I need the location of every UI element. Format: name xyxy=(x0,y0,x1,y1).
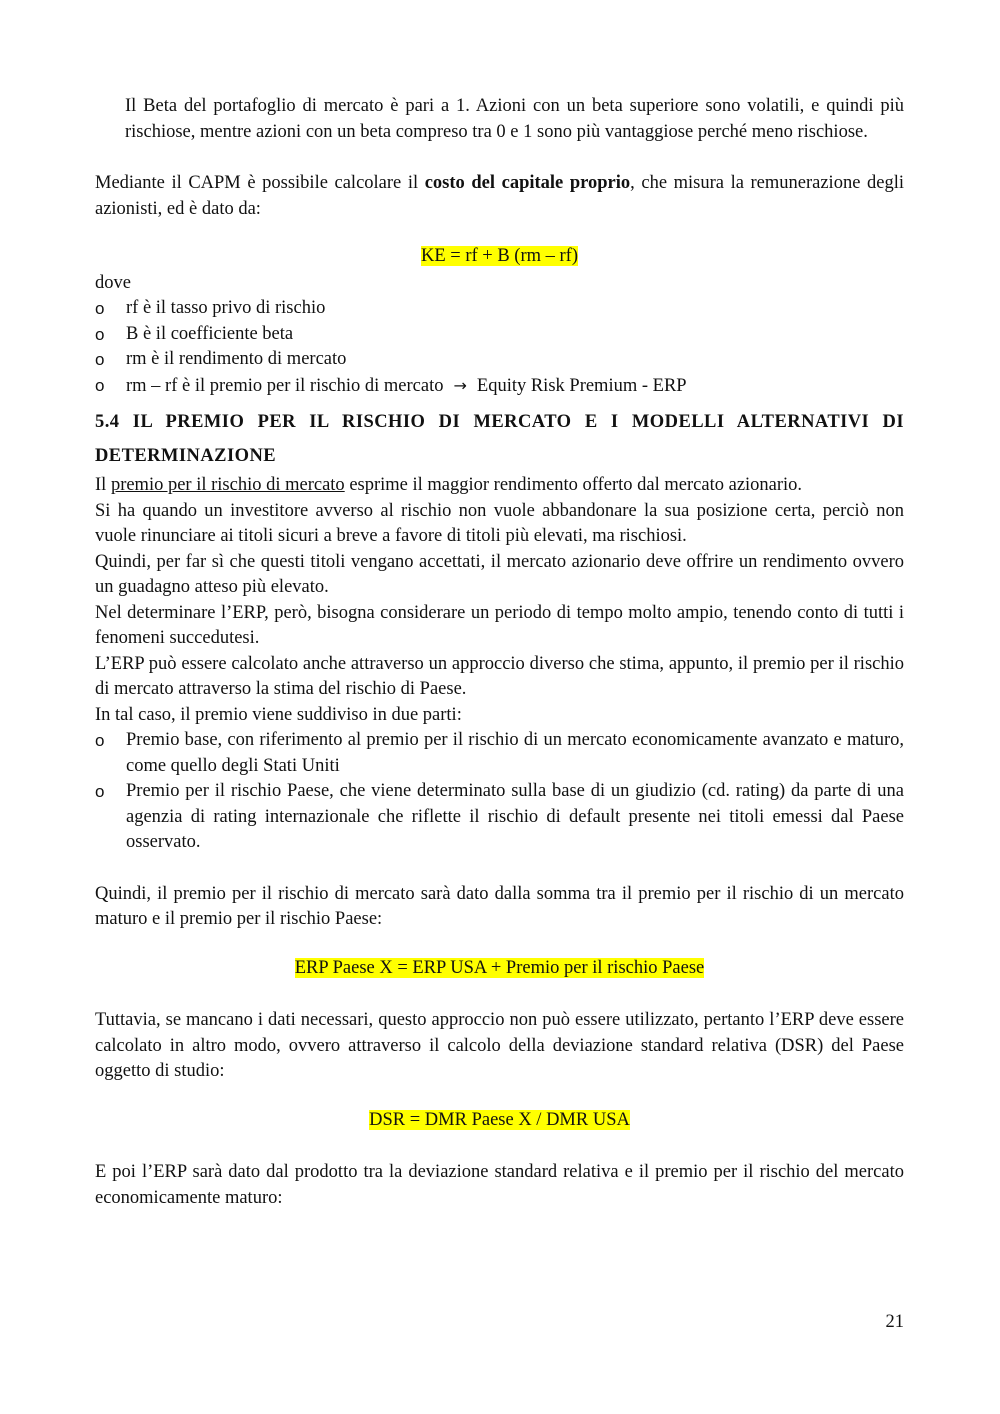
paragraph: E poi l’ERP sarà dato dal prodotto tra la deviazione standard relativa e il premio per il rischio del mercato economicamente maturo: xyxy=(95,1162,904,1208)
list-item: o Premio base, con riferimento al premio per il rischio di un mercato economicamente avanzato e maturo, come quello degli Stati Uniti xyxy=(95,730,904,776)
paragraph: In tal caso, il premio viene suddiviso in due parti: xyxy=(95,704,462,725)
list-item: o rm è il rendimento di mercato xyxy=(95,347,904,373)
list-item: o B è il coefficiente beta xyxy=(95,322,904,348)
bullet-icon: o xyxy=(95,299,105,318)
list-item: o rf è il tasso privo di rischio xyxy=(95,296,904,322)
paragraph: Quindi, il premio per il rischio di mercato sarà dato dalla somma tra il premio per il rischio di un mercato maturo e il premio per il rischio Paese: xyxy=(95,883,904,929)
premium-parts-list xyxy=(95,728,904,856)
erp-definition-paragraph: Il premio per il rischio di mercato esprime il maggior rendimento offerto dal mercato azionario. xyxy=(95,475,803,495)
where-label: dove xyxy=(95,272,131,293)
bullet-icon: o xyxy=(95,782,105,801)
paragraph: Si ha quando un investitore avverso al rischio non vuole abbandonare la sua posizione certa, perciò non vuole rinunciare ai titoli sicuri a breve a favore di titoli più elevati, ma rischiosi. xyxy=(95,500,904,546)
cost-of-equity-term: costo del capitale proprio xyxy=(424,173,631,193)
bullet-icon: o xyxy=(95,350,105,369)
paragraph: Quindi, per far sì che questi titoli vengano accettati, il mercato azionario deve offrire un rendimento ovvero un guadagno atteso più elevato. xyxy=(95,551,904,597)
page-content xyxy=(95,94,904,1211)
bullet-icon: o xyxy=(95,375,105,395)
erp-formula: ERP Paese X = ERP USA + Premio per il rischio Paese xyxy=(294,957,705,978)
paragraph: L’ERP può essere calcolato anche attraverso un approccio diverso che stima, appunto, il premio per il rischio di mercato attraverso la stima del rischio di Paese. xyxy=(95,653,904,699)
bullet-icon: o xyxy=(95,324,105,344)
bullet-icon: o xyxy=(95,731,105,750)
dsr-formula: DSR = DMR Paese X / DMR USA xyxy=(369,1109,630,1130)
page-number: 21 xyxy=(885,1312,904,1332)
capm-formula: KE = rf + B (rm – rf) xyxy=(420,246,578,266)
paragraph: Nel determinare l’ERP, però, bisogna considerare un periodo di tempo molto ampio, tenendo conto di tutti i fenomeni succedutesi. xyxy=(95,602,904,648)
list-item: o rm – rf è il premio per il rischio di mercato → Equity Risk Premium - ERP xyxy=(95,373,904,400)
section-heading: 5.4 IL PREMIO PER IL RISCHIO DI MERCATO E I MODELLI ALTERNATIVI DI DETERMINAZIONE xyxy=(95,412,904,466)
capm-paragraph: Mediante il CAPM è possibile calcolare il costo del capitale proprio, che misura la remunerazione degli azionisti, ed è dato da: xyxy=(95,173,904,219)
underlined-term: premio per il rischio di mercato xyxy=(110,475,345,495)
definitions-list xyxy=(95,296,904,399)
arrow-right-icon: → xyxy=(453,375,467,395)
list-item: o Premio per il rischio Paese, che viene determinato sulla base di un giudizio (cd. rating) da parte di una agenzia di rating internazionale che riflette il rischio di default presente nei titoli emessi dal Paese osservato. xyxy=(95,781,904,852)
beta-paragraph: Il Beta del portafoglio di mercato è pari a 1. Azioni con un beta superiore sono volatili, e quindi più rischiose, mentre azioni con un beta compreso tra 0 e 1 sono più vantaggiose perché meno rischiose. xyxy=(125,96,904,142)
paragraph: Tuttavia, se mancano i dati necessari, questo approccio non può essere utilizzato, pertanto l’ERP deve essere calcolato in altro modo, ovvero attraverso il calcolo della deviazione standard relativa (DSR) del Paese oggetto di studio: xyxy=(95,1010,904,1081)
